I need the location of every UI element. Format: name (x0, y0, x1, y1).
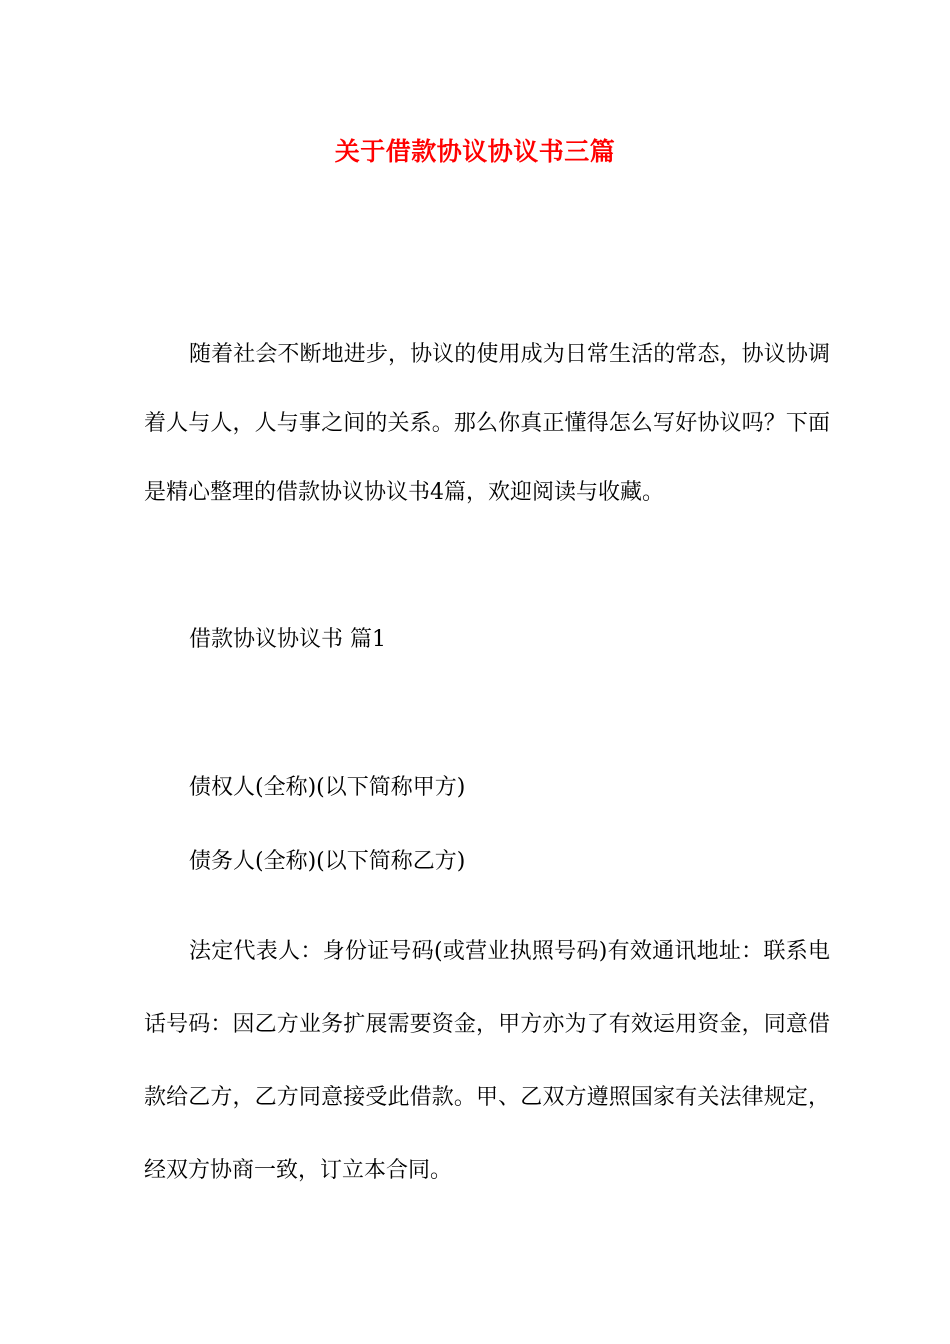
section-heading: 借款协议协议书 篇1 (189, 627, 386, 652)
debtor-line: 债务人(全称)(以下简称乙方) (189, 849, 466, 874)
legal-paragraph: 法定代表人：身份证号码(或营业执照号码)有效通讯地址：联系电话号码：因乙方业务扩展需要资金，甲方亦为了有效运用资金，同意借款给乙方，乙方同意接受此借款。甲、乙双方遵照国家有关法律规定，经双方协商一致，订立本合同。 (144, 939, 830, 1183)
intro-paragraph: 随着社会不断地进步，协议的使用成为日常生活的常态，协议协调着人与人，人与事之间的关系。那么你真正懂得怎么写好协议吗？下面是精心整理的借款协议协议书4篇，欢迎阅读与收藏。 (144, 342, 830, 505)
document-title: 关于借款协议协议书三篇 (334, 137, 616, 166)
creditor-line: 债权人(全称)(以下简称甲方) (189, 775, 466, 800)
